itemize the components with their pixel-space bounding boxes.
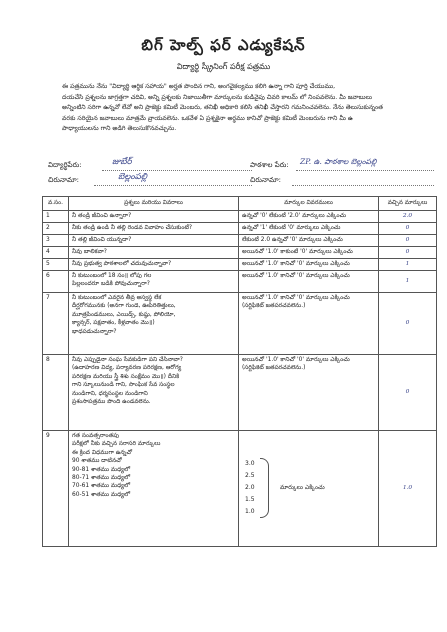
row-criteria-scale <box>239 431 379 547</box>
address-underline <box>94 184 252 186</box>
row-number: 8 <box>43 355 69 431</box>
row-mark[interactable]: 1 <box>379 271 437 293</box>
row-criteria: ఉన్నచో '1' లేకుంటే '0' మార్కులు ఎక్కించు <box>239 223 379 235</box>
row-question: గత సంవత్సరాంతపు పరీక్షలో నీకు వచ్చిన సరాసరి మార్కులు ఈ క్రింద విధముగా ఉన్నచో 90 శాతము దాటినచో 90-81 శాతము మధ్యలో 80-71 శాతము మధ్యలో 70-61 శాతము మధ్యలో 60-51 శాతము మధ్యలో <box>69 431 239 547</box>
row-question: నీ తల్లి జీవించి యున్నదా? <box>69 235 239 247</box>
form-subtitle: విద్యార్థి స్క్రీనింగ్ పరీక్ష పత్రము <box>176 62 271 71</box>
address-label: చిరునామా: <box>48 176 80 184</box>
row-mark[interactable]: 0 <box>379 235 437 247</box>
row-mark[interactable]: 0 <box>379 247 437 259</box>
row-question: నీకు తండ్రి ఉండి నీ తల్లి రెండవ వివాహం చేసుకుంటే? <box>69 223 239 235</box>
table-header-row <box>43 197 437 211</box>
scale-value: 2.0 <box>245 484 255 491</box>
table-row <box>43 355 437 431</box>
header-marks: వచ్చిన మార్కులు <box>379 197 437 211</box>
student-name-label: విద్యార్థిపేరు: <box>48 161 82 169</box>
row-question: నీ కుటుంబంలో ఎవరైన తీవ్ర అస్వస్థ లేక దీర్ఘరోగమునకు (అనగా గుండె, ఊపిరితిత్తులు, మూత్రపిండములు, ఎయిడ్స్, కుష్ఠు, పోలియో, క్యాన్సర్, పక్షవాతం, కీళ్లవాతం మొ॥) భాధపడుచున్నారా? <box>69 293 239 355</box>
row-mark[interactable]: 1 <box>379 259 437 271</box>
row-criteria: అయినచో '1.0' కాకుంటే '0' మార్కులు ఎక్కించు <box>239 247 379 259</box>
table-row <box>43 247 437 259</box>
scale-value: 1.5 <box>245 496 255 503</box>
header-criteria: మార్కుల వివరములు <box>239 197 379 211</box>
table-row <box>43 259 437 271</box>
scale-value: 1.0 <box>245 508 255 515</box>
row-number: 2 <box>43 223 69 235</box>
scale-value: 3.0 <box>245 460 255 467</box>
row-number: 1 <box>43 211 69 223</box>
header-question: ప్రశ్నలు మరియు వివరాలు <box>69 197 239 211</box>
row-number: 9 <box>43 431 69 547</box>
school-name-underline <box>296 169 434 171</box>
row-mark[interactable]: 0 <box>379 223 437 235</box>
row-criteria: అయినచో '1.0' కానిచో '0' మార్కులు ఎక్కించు (సర్టిఫికెట్ జతపరచవలెను.) <box>239 355 379 431</box>
row-question: నీవు ప్రభుత్వ పాఠశాలలో చదువుచున్నావా? <box>69 259 239 271</box>
school-address-underline <box>292 184 434 186</box>
row-criteria: అయినచో '1.0' కానిచో '0' మార్కులు ఎక్కించు <box>239 271 379 293</box>
student-name-underline <box>102 169 252 171</box>
form-title: బిగ్ హెల్ప్ ఫర్ ఎడ్యుకేషన్ <box>141 36 306 54</box>
address-value[interactable]: బెల్లంపల్లి <box>118 172 147 182</box>
row-question: నీవు ఎప్పుడైనా సంఘ సేవకుడిగా పని చేసినావా? (ఉదాహరణ విద్య, పర్యావరణ పరిరక్షణ, ఆరోగ్య పరిరక్షణ మరియు స్త్రీ శిశు సంక్షేమం మొ॥) దీనికి గాని స్కూలునుండి గాని, సాంఘిక సేవ సంస్థల నుండిగాని, ధర్మసంస్థల నుండిగాని ప్రశంసాపత్రము పొంది ఉండవలెను. <box>69 355 239 431</box>
table-row <box>43 223 437 235</box>
scale-brace <box>260 458 269 518</box>
instructions-paragraph: ఈ పత్రమును నేను "విద్యార్థి ఆర్థిక సహాయ" అర్హత పొందిన గాని, అంగవైకల్యము కలిగి ఉన్నా గాని పూర్తి చేయుము, దయచేసి ప్రశ్నలను జాగ్రత్తగా చదివి, అన్ని ప్రశ్నలకు నిజాయితీగా మార్కులను కుడివైపు చివరి కాలమ్ లో నింపవలెను. మీ జవాబులు అన్నింటిని సరిగా ఉన్నవో లేవో అని ప్రాజెక్టు కమిటీ మెంబరు, తనిఖీ అధికారి కలిసి తనిఖీ చేస్తారని గమనించవలెను. నేను తెలుసుకున్నంత వరకు సరియైన జవాబులు మాత్రమే వ్రాయవలెను. ఒకవేళ ఏ ప్రశ్నకైనా అర్థము కానిచో ప్రాజెక్టు కమిటీ మెంబరును గాని మీ ఉ పాధ్యాయులను గాని అడిగి తెలుసుకొనవచ్చును. <box>62 83 383 133</box>
row-mark[interactable]: 0 <box>379 355 437 431</box>
school-name-value[interactable]: ZP. ఉ. పాఠశాల బెల్లంపల్లి <box>300 157 377 166</box>
row-number: 3 <box>43 235 69 247</box>
school-name-label: పాఠశాల పేరు: <box>250 161 289 169</box>
table-row <box>43 235 437 247</box>
row-criteria: అయినచో '1.0' కానిచో '0' మార్కులు ఎక్కించు <box>239 259 379 271</box>
table-row <box>43 211 437 223</box>
row-number: 7 <box>43 293 69 355</box>
screening-table <box>42 196 437 547</box>
row-mark[interactable]: 0 <box>379 293 437 355</box>
table-row <box>43 271 437 293</box>
row-criteria: అయినచో '1.0' కానిచో '0' మార్కులు ఎక్కించు (సర్టిఫికెట్ జతపరచవలెను.) <box>239 293 379 355</box>
table-row <box>43 431 437 547</box>
row-mark[interactable]: 1.0 <box>379 431 437 547</box>
row-criteria: లేకుంటే 2.0 ఉన్నచో '0' మార్కులు ఎక్కించు <box>239 235 379 247</box>
row-mark[interactable]: 2.0 <box>379 211 437 223</box>
row-question: నీ తండ్రి జీవించి ఉన్నారా? <box>69 211 239 223</box>
school-address-label: చిరునామా: <box>250 176 282 184</box>
table-row <box>43 293 437 355</box>
student-name-value[interactable]: జుబేర్ <box>112 157 132 167</box>
row-criteria: ఉన్నచో '0' లేకుంటే '2.0' మార్కులు ఎక్కించు <box>239 211 379 223</box>
row-question: నీ కుటుంబంలో 18 సం॥ లోపు గల పిల్లలందరూ బడికి పోవుచున్నారా? <box>69 271 239 293</box>
row-number: 5 <box>43 259 69 271</box>
row-number: 4 <box>43 247 69 259</box>
scale-instruction: మార్కులు ఎక్కించు <box>280 484 325 491</box>
row-number: 6 <box>43 271 69 293</box>
scale-value: 2.5 <box>245 472 255 479</box>
row-question: నీవు బాలికవా? <box>69 247 239 259</box>
header-serial: వ.సం. <box>43 197 69 211</box>
